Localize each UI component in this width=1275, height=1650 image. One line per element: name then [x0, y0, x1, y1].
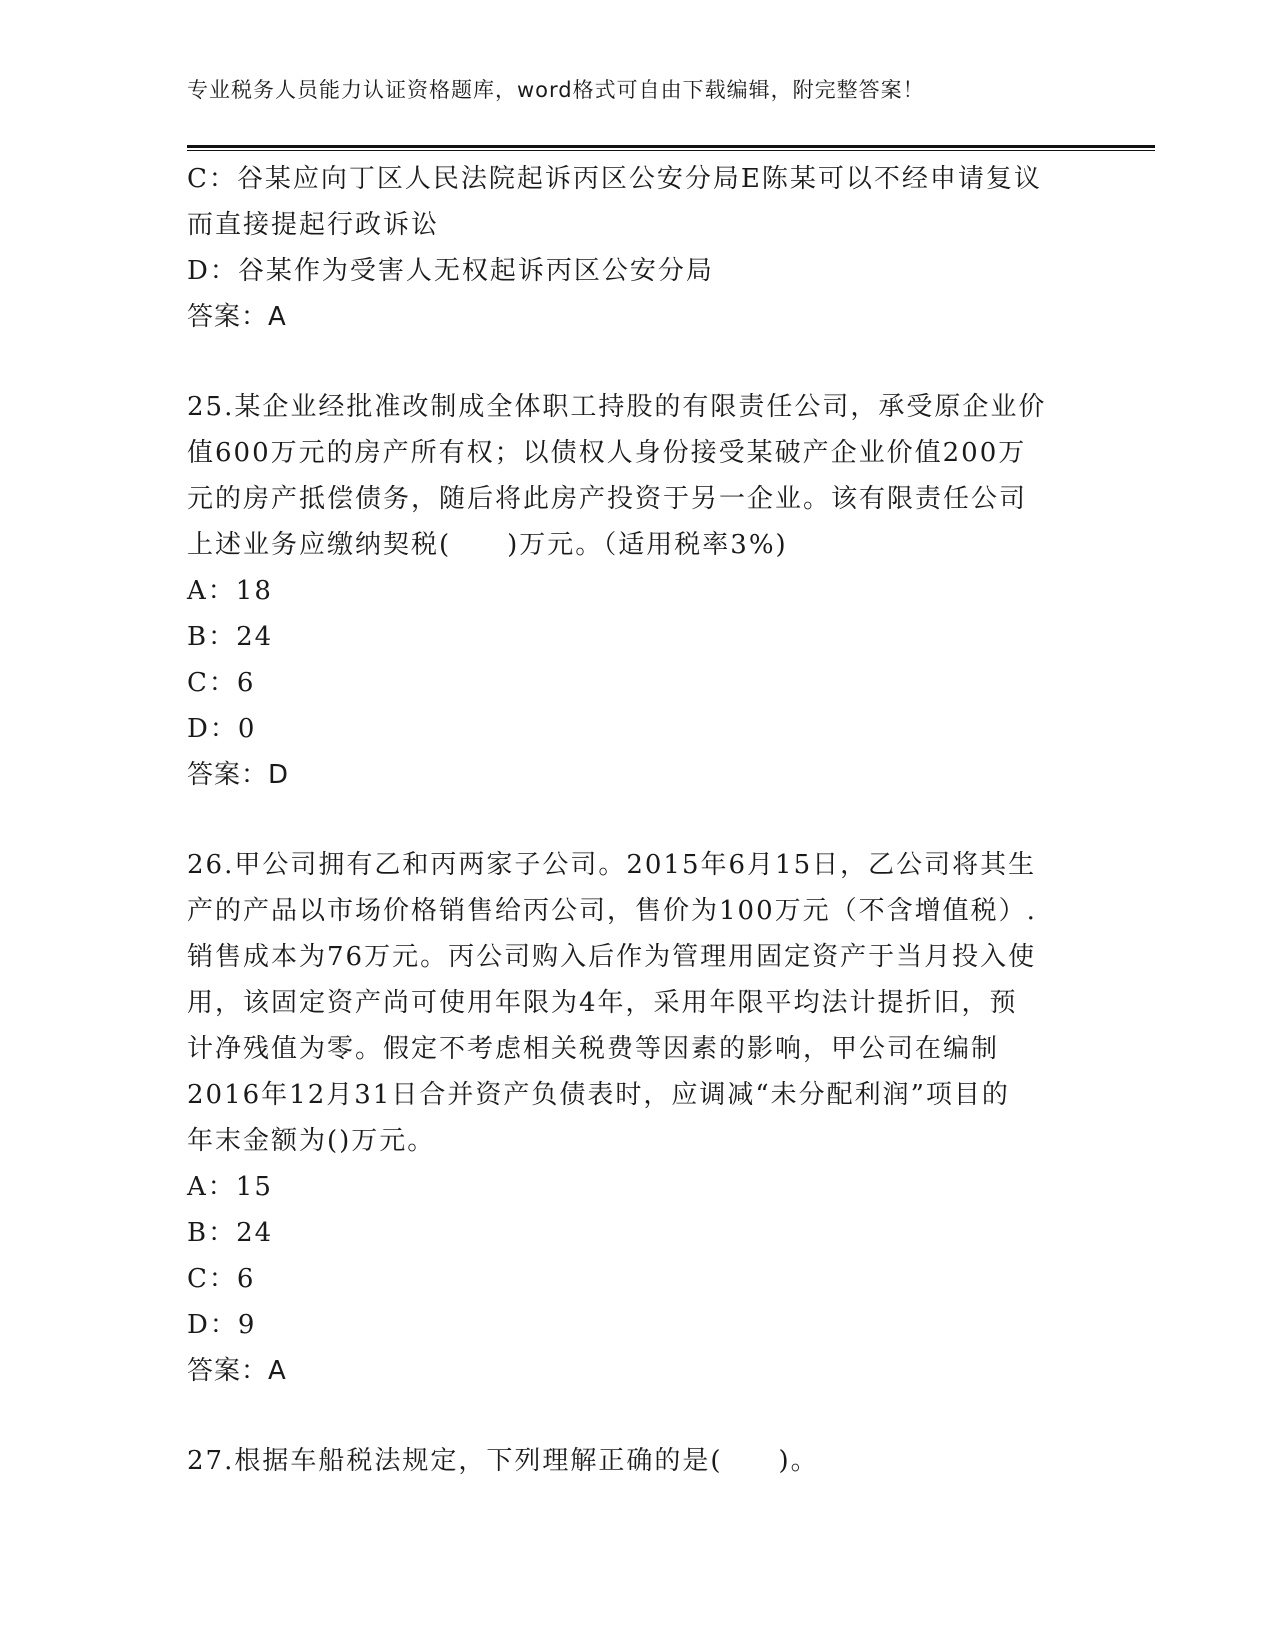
question-text-line: 产的产品以市场价格销售给丙公司，售价为100万元（不含增值税）. [187, 896, 1037, 926]
question-text-line: 上述业务应缴纳契税( )万元。（适用税率3%) [187, 530, 788, 560]
option-a: A：15 [187, 1172, 273, 1202]
option-d: D：0 [187, 714, 257, 744]
option-b: B：24 [187, 622, 274, 652]
document-body [187, 156, 1087, 1484]
question-27 [187, 1438, 1087, 1484]
option-c-line: C：谷某应向丁区人民法院起诉丙区公安分局E陈某可以不经申请复议 [187, 164, 1042, 194]
question-text-line: 25.某企业经批准改制成全体职工持股的有限责任公司，承受原企业价 [187, 392, 1047, 422]
header-rule [187, 145, 1155, 151]
option-c: C：6 [187, 1264, 256, 1294]
option-a: A：18 [187, 576, 273, 606]
page-header: 专业税务人员能力认证资格题库，word格式可自由下载编辑，附完整答案！ [187, 78, 925, 102]
option-c-continuation: 而直接提起行政诉讼 [187, 210, 440, 240]
question-text-line: 值600万元的房产所有权；以债权人身份接受某破产企业价值200万 [187, 438, 1027, 468]
option-b: B：24 [187, 1218, 274, 1248]
question-text-line: 用，该固定资产尚可使用年限为4年，采用年限平均法计提折旧，预 [187, 988, 1018, 1018]
question-25 [187, 384, 1087, 798]
question-text-line: 销售成本为76万元。丙公司购入后作为管理用固定资产于当月投入使 [187, 942, 1037, 972]
header-rule-thick [187, 145, 1155, 148]
question-gap [187, 798, 1087, 842]
question-text-line: 2016年12月31日合并资产负债表时，应调减“未分配利润”项目的 [187, 1080, 1010, 1110]
question-text-line: 元的房产抵偿债务，随后将此房产投资于另一企业。该有限责任公司 [187, 484, 1028, 514]
previous-question-tail [187, 156, 1087, 340]
question-gap [187, 1394, 1087, 1438]
header-rule-thin [187, 150, 1155, 151]
question-26 [187, 842, 1087, 1394]
question-text-line: 年末金额为()万元。 [187, 1126, 436, 1156]
question-text-line: 计净残值为零。假定不考虑相关税费等因素的影响，甲公司在编制 [187, 1034, 1000, 1064]
question-text-line: 27.根据车船税法规定，下列理解正确的是( )。 [187, 1446, 819, 1476]
option-d-line: D：谷某作为受害人无权起诉丙区公安分局 [187, 256, 714, 286]
answer-line: 答案：D [187, 760, 290, 790]
question-gap [187, 340, 1087, 384]
option-d: D：9 [187, 1310, 257, 1340]
answer-line: 答案：A [187, 1356, 287, 1386]
answer-line: 答案：A [187, 302, 287, 332]
option-c: C：6 [187, 668, 256, 698]
question-text-line: 26.甲公司拥有乙和丙两家子公司。2015年6月15日，乙公司将其生 [187, 850, 1037, 880]
